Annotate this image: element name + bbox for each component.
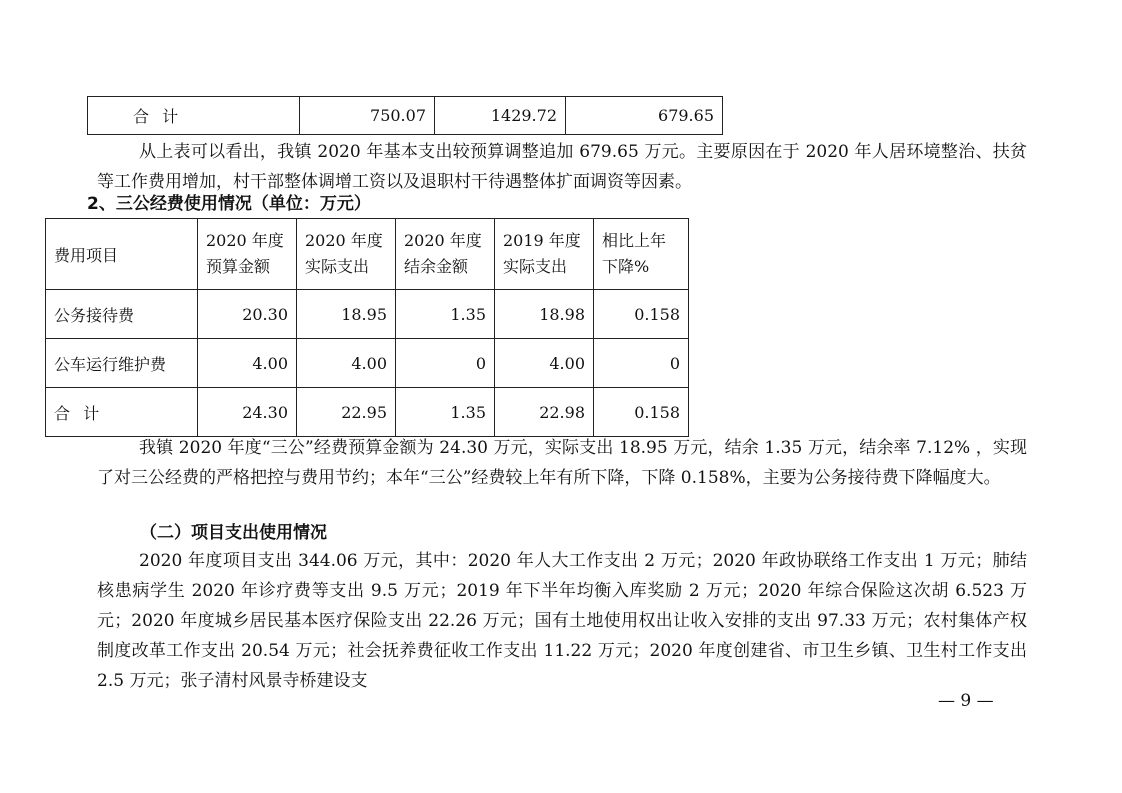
table-cell: 0.158 xyxy=(594,290,689,339)
table-cell: 18.98 xyxy=(495,290,594,339)
table-cell: 合 计 xyxy=(46,388,198,437)
table-cell: 22.95 xyxy=(297,388,396,437)
table-cell: 20.30 xyxy=(198,290,297,339)
table-row xyxy=(88,97,723,135)
table-header-cell: 2020 年度实际支出 xyxy=(297,219,396,290)
section-heading: （二）项目支出使用情况 xyxy=(140,523,327,543)
body-paragraph: 2020 年度项目支出 344.06 万元，其中：2020 年人大工作支出 2 万元；2020 年政协联络工作支出 1 万元；肺结核患病学生 2020 年诊疗费等支出 9.5 万元；2019 年下半年均衡入库奖励 2 万元；2020 年综合保险这次胡 6.523 万元；2020 年度城乡居民基本医疗保险支出 22.26 万元；国有土地使用权出让收入安排的支出 97.33 万元；农村集体产权制度改革工作支出 20.54 万元；社会抚养费征收工作支出 11.22 万元；2020 年度创建省、市卫生乡镇、卫生村工作支出 2.5 万元；张子清村风景寺桥建设支 xyxy=(97,551,1027,691)
body-paragraph: 我镇 2020 年度“三公”经费预算金额为 24.30 万元，实际支出 18.95 万元，结余 1.35 万元，结余率 7.12% ，实现了对三公经费的严格把控与费用节约；本年“三公”经费较上年有所下降，下降 0.158%，主要为公务接待费下降幅度大。 xyxy=(97,438,1027,488)
table-cell: 0 xyxy=(594,339,689,388)
page-number: — 9 — xyxy=(938,691,994,711)
body-paragraph: 从上表可以看出，我镇 2020 年基本支出较预算调整追加 679.65 万元。主要原因在于 2020 年人居环境整治、扶贫等工作费用增加，村干部整体调增工资以及退职村干待遇整体扩面调资等因素。 xyxy=(97,142,1027,192)
table-cell: 公务接待费 xyxy=(46,290,198,339)
table-header-cell: 2020 年度结余金额 xyxy=(396,219,495,290)
table-cell: 24.30 xyxy=(198,388,297,437)
table-row xyxy=(46,388,689,437)
table-cell: 18.95 xyxy=(297,290,396,339)
table-header-row xyxy=(46,219,689,290)
table-cell: 公车运行维护费 xyxy=(46,339,198,388)
summary-total-table xyxy=(87,96,723,135)
table-cell: 1.35 xyxy=(396,290,495,339)
table-row xyxy=(46,339,689,388)
table-header-cell: 费用项目 xyxy=(46,219,198,290)
table-cell: 0.158 xyxy=(594,388,689,437)
table-cell: 750.07 xyxy=(300,97,435,135)
table-header-cell: 相比上年下降% xyxy=(594,219,689,290)
table-header-cell: 2019 年度实际支出 xyxy=(495,219,594,290)
table-cell: 合 计 xyxy=(88,97,300,135)
table-cell: 4.00 xyxy=(198,339,297,388)
three-public-expenses-table xyxy=(45,218,689,437)
table-cell: 4.00 xyxy=(495,339,594,388)
table-cell: 679.65 xyxy=(566,97,723,135)
table-cell: 22.98 xyxy=(495,388,594,437)
table-header-cell: 2020 年度预算金额 xyxy=(198,219,297,290)
table-cell: 0 xyxy=(396,339,495,388)
table-cell: 1.35 xyxy=(396,388,495,437)
table-cell: 4.00 xyxy=(297,339,396,388)
table-cell: 1429.72 xyxy=(435,97,566,135)
table-row xyxy=(46,290,689,339)
section-heading: 2、三公经费使用情况（单位：万元） xyxy=(87,194,371,214)
